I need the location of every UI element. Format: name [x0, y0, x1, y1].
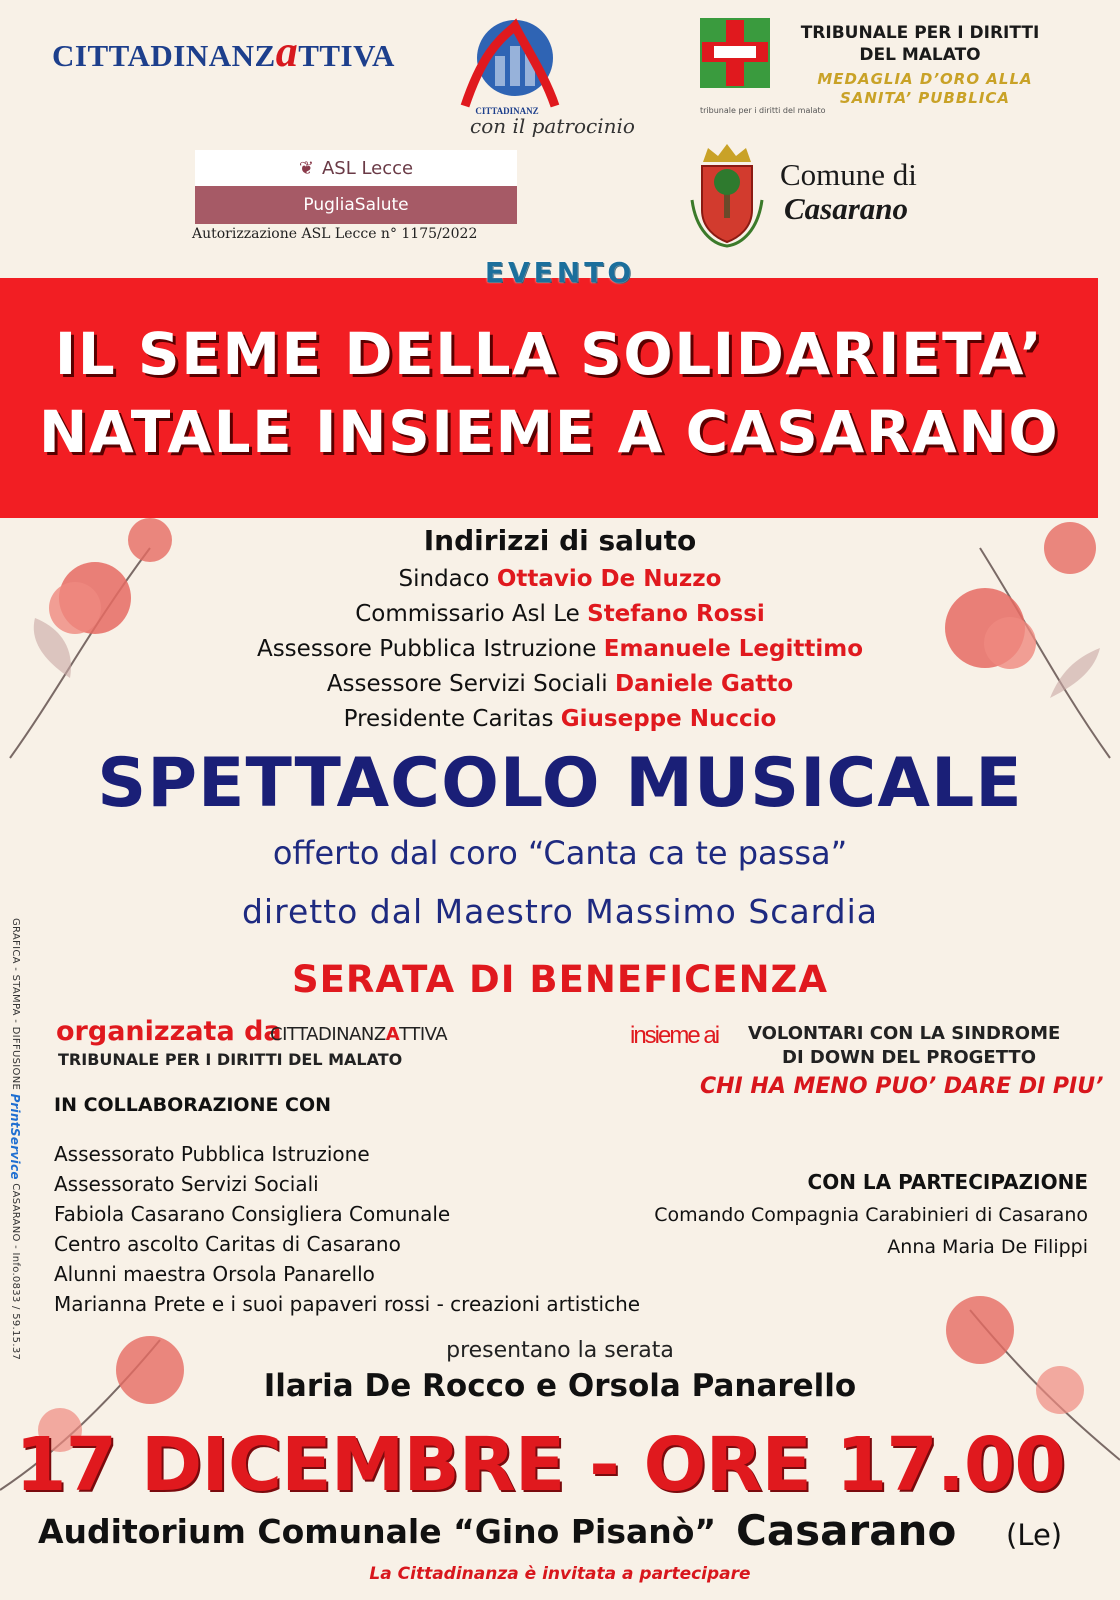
organizer-label: organizzata da: [56, 1016, 282, 1047]
patronage-caption: con il patrocinio: [470, 114, 635, 138]
tree-icon: ❦: [298, 157, 314, 179]
tribunale-cross-icon: [700, 18, 770, 88]
project-name: CHI HA MENO PUO’ DARE DI PIU’: [700, 1074, 1104, 1099]
event-date-time: 17 DICEMBRE - ORE 17.00: [15, 1422, 1065, 1508]
cittadinanzattiva-logo: CITTADINANZaTTIVA: [52, 27, 395, 76]
collaboration-heading: IN COLLABORAZIONE CON: [54, 1094, 332, 1116]
tribunale-title: TRIBUNALE PER I DIRITTI DEL MALATO: [800, 23, 1040, 65]
volunteers-text: VOLONTARI CON LA SINDROME DI DOWN DEL PROGETTO: [748, 1023, 1061, 1068]
evento-label: EVENTO: [484, 256, 636, 289]
list-item: Alunni maestra Orsola Panarello: [54, 1262, 375, 1286]
casarano-coat-of-arms-icon: [688, 140, 766, 248]
list-item: Centro ascolto Caritas di Casarano: [54, 1232, 401, 1256]
comune-casarano-label: [780, 158, 917, 226]
greeting-line: Sindaco Ottavio De Nuzzo: [398, 566, 722, 592]
comune-line2: Casarano: [784, 191, 909, 226]
invitation-note: La Cittadinanza è invitata a partecipare: [369, 1564, 751, 1584]
comune-line1: Comune di: [780, 157, 917, 192]
participation-heading: CON LA PARTECIPAZIONE: [807, 1170, 1088, 1194]
asl-brand-band: PugliaSalute: [195, 186, 517, 224]
greeting-line: Presidente Caritas Giuseppe Nuccio: [343, 706, 777, 732]
list-item: Fabiola Casarano Consigliera Comunale: [54, 1202, 451, 1226]
emblem-caption: CITTADINANZ: [475, 106, 539, 116]
list-item: Anna Maria De Filippi: [887, 1236, 1088, 1258]
venue-name: Auditorium Comunale “Gino Pisanò”: [38, 1512, 717, 1551]
greetings-title: Indirizzi di saluto: [423, 524, 697, 557]
venue-province: (Le): [1006, 1518, 1063, 1552]
tribunale-logo-caption: tribunale per i diritti del malato: [700, 106, 826, 115]
greeting-line: Assessore Servizi Sociali Daniele Gatto: [326, 671, 794, 697]
event-title-line1: IL SEME DELLA SOLIDARIETA’: [54, 320, 1044, 388]
list-item: Assessorato Pubblica Istruzione: [54, 1142, 370, 1166]
asl-lecce-logo: ❦ ASL Lecce PugliaSalute: [195, 150, 517, 225]
charity-evening-label: SERATA DI BENEFICENZA: [291, 958, 829, 1001]
show-title: SPETTACOLO MUSICALE: [97, 744, 1023, 823]
director-line: diretto dal Maestro Massimo Scardia: [241, 892, 878, 931]
choir-line: offerto dal coro “Canta ca te passa”: [272, 834, 848, 872]
organizer-subtitle: TRIBUNALE PER I DIRITTI DEL MALATO: [58, 1050, 403, 1069]
event-title-line2: NATALE INSIEME A CASARANO: [38, 398, 1060, 466]
list-item: Assessorato Servizi Sociali: [54, 1172, 319, 1196]
presenters-label: presentano la serata: [446, 1338, 674, 1363]
venue-city: Casarano: [736, 1506, 957, 1555]
greeting-line: Assessore Pubblica Istruzione Emanuele Legittimo: [256, 636, 864, 662]
list-item: Comando Compagnia Carabinieri di Casarano: [654, 1204, 1088, 1226]
print-credits: GRAFICA - STAMPA - DIFFUSIONE PrintService CASARANO - Info.0833 / 59.15.37: [8, 918, 22, 1361]
greeting-line: Commissario Asl Le Stefano Rossi: [355, 601, 765, 627]
organizer-logo: CITTADINANZATTIVA: [270, 1024, 448, 1045]
together-label: insieme ai: [630, 1022, 719, 1049]
list-item: Marianna Prete e i suoi papaveri rossi - creazioni artistiche: [54, 1292, 641, 1316]
asl-authorization: Autorizzazione ASL Lecce n° 1175/2022: [192, 226, 478, 242]
cittadinanzattiva-emblem-icon: [455, 16, 565, 116]
title-banner: [0, 278, 1098, 518]
presenters-names: Ilaria De Rocco e Orsola Panarello: [263, 1368, 857, 1404]
tribunale-medal-subtitle: MEDAGLIA D’ORO ALLA SANITA’ PUBBLICA: [817, 70, 1033, 107]
